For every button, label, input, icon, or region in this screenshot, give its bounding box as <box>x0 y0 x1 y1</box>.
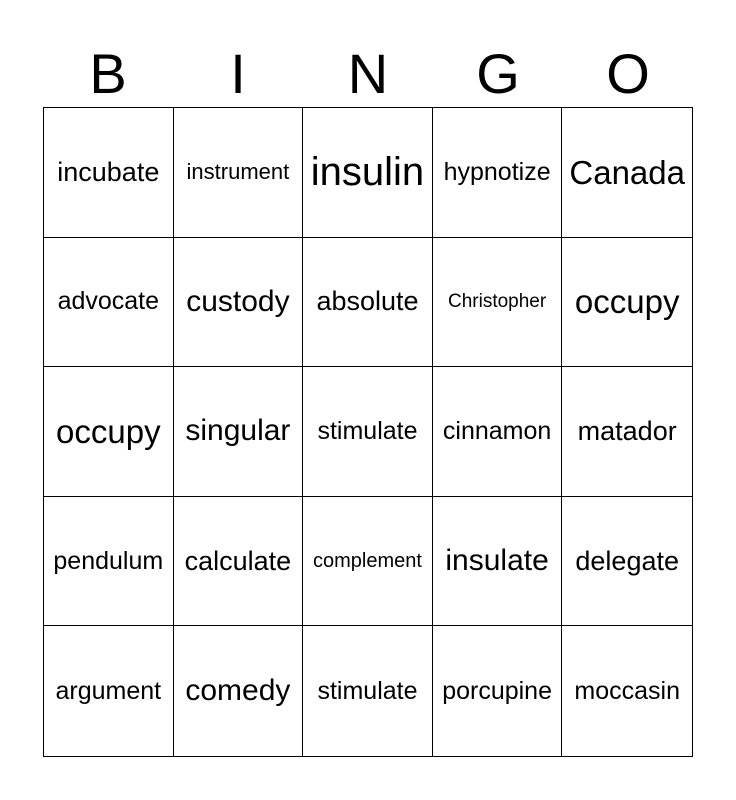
bingo-header <box>43 40 693 108</box>
bingo-cell[interactable]: advocate <box>44 238 174 368</box>
bingo-cell[interactable]: occupy <box>44 367 174 497</box>
bingo-cell[interactable]: moccasin <box>574 676 680 705</box>
bingo-cell[interactable]: custody <box>174 238 304 368</box>
bingo-cell[interactable]: calculate <box>174 497 304 627</box>
bingo-cell[interactable]: pendulum <box>44 497 174 627</box>
bingo-cell[interactable]: porcupine <box>433 626 563 756</box>
bingo-cell[interactable]: complement <box>303 497 433 627</box>
header-letter-n: N <box>347 42 389 105</box>
bingo-cell[interactable]: Christopher <box>433 238 563 368</box>
bingo-cell[interactable]: insulin <box>303 108 433 238</box>
header-letter-b: B <box>89 42 127 105</box>
bingo-cell[interactable]: argument <box>44 626 174 756</box>
bingo-cell[interactable]: insulate <box>433 497 563 627</box>
bingo-cell[interactable]: delegate <box>562 497 692 627</box>
bingo-cell[interactable]: stimulate <box>303 626 433 756</box>
bingo-cell[interactable]: comedy <box>174 626 304 756</box>
header-letter-o: O <box>606 42 650 105</box>
bingo-cell[interactable]: instrument <box>174 108 304 238</box>
bingo-cell[interactable]: cinnamon <box>433 367 563 497</box>
header-letter-i: I <box>230 42 246 105</box>
header-letter-g: G <box>476 42 520 105</box>
bingo-board <box>43 107 693 757</box>
bingo-cell[interactable]: hypnotize <box>433 108 563 238</box>
bingo-cell[interactable]: incubate <box>44 108 174 238</box>
bingo-cell[interactable]: singular <box>174 367 304 497</box>
bingo-cell[interactable]: occupy <box>562 238 692 368</box>
bingo-cell[interactable]: Canada <box>562 108 692 238</box>
bingo-cell[interactable]: stimulate <box>303 367 433 497</box>
bingo-cell[interactable]: absolute <box>303 238 433 368</box>
bingo-cell[interactable]: matador <box>562 367 692 497</box>
